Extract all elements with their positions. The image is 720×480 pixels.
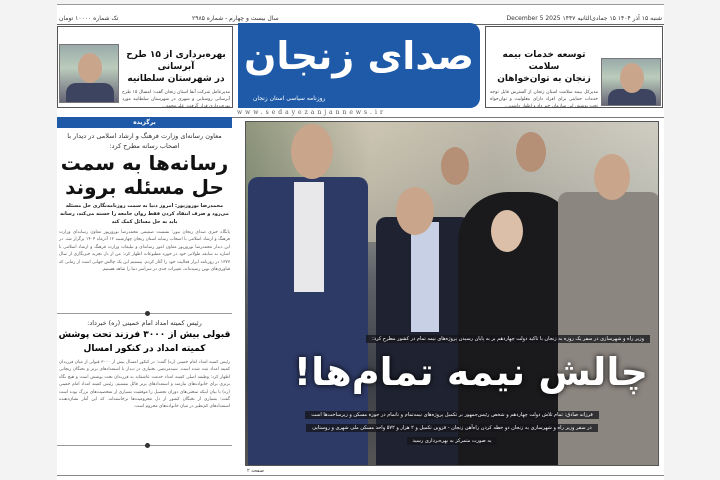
featured-band: برگزیده [57, 117, 232, 128]
page-number: صفحه ۲ [247, 468, 264, 474]
newspaper-logo [238, 23, 480, 108]
teaser-left[interactable] [57, 26, 233, 108]
logo-text: صدای زنجان [244, 34, 474, 78]
photo-caption: وزیر راه و شهرسازی در سفر یک روزه به زنجان با تاکید دولت چهاردهم بر به پایان رسیدن پروژه‌های نیمه تمام در کشور مطرح کرد: [246, 336, 658, 342]
newspaper-page [57, 4, 664, 480]
teaser-left-title: بهره‌برداری از ۱۵ طرح آبرسانی در شهرستان سلطانیه [126, 50, 226, 84]
story2-headline: قبولی بیش از ۳۰۰۰ فرزند تحت پوشش کمیته امداد در کنکور امسال [58, 330, 231, 354]
main-story-photo[interactable] [245, 121, 659, 466]
teaser-right-body: مدیرکل بیمه سلامت استان زنجان از گسترش قابل توجه خدمات حمایتی برای افراد دارای معلولیت و توان‌خواه تحت پوشش این سازمان خبر داد و اظهار داشت... [490, 90, 598, 109]
price: تک شماره ۱۰۰۰۰ تومان [59, 15, 119, 22]
divider [57, 445, 232, 446]
story1-headline: رسانه‌ها به سمت حل مسئله بروند [60, 151, 229, 199]
story-media[interactable] [57, 131, 232, 309]
story-imdad[interactable] [57, 318, 232, 441]
date: شنبه ۱۵ آذر ۱۴۰۴ ۱۵ جمادی‌الثانیه ۱۴۴۷ 2025 December 5 [506, 15, 662, 22]
main-lead-1: فرزانه صادق: تمام تلاش دولت چهاردهم و شخص رئیس‌جمهور بر تکمیل پروژه‌های نیمه‌تمام و ناتمام در حوزه مسکن و زیرساخت‌ها است [246, 412, 658, 418]
issue-number: سال بیست و چهارم - شماره ۲۹۸۵ [192, 15, 279, 22]
teaser-right-photo [601, 58, 661, 106]
story1-kicker: معاون رسانه‌ای وزارت فرهنگ و ارشاد اسلامی در دیدار با اصحاب رسانه مطرح کرد: [67, 132, 222, 150]
left-column [57, 117, 232, 469]
main-lead-2: در سفر وزیر راه و شهرسازی به زنجان دو خطه کردن راه‌آهن زنجان - قزوین تکمیل و ۲ هزار و ۵۷۲ واحد مسکن ملی شهری و روستایی [246, 425, 658, 431]
teaser-left-photo [59, 44, 119, 103]
divider [57, 313, 232, 314]
teaser-left-body: مدیرعامل شرکت آبفا استان زنجان گفت: امسال ۱۵ طرح آبرسانی روستایی و شهری در شهرستان سلطانیه مورد بهره‌برداری قرار گرفت. علی‌محمد... [122, 90, 230, 109]
teaser-right[interactable] [485, 26, 663, 108]
story1-body: پایگاه خبری صدای زنجان نیوز: نشست صمیمی محمدرضا نوروزپور معاون رسانه‌ای وزارت فرهنگ و ارشاد اسلامی با اصحاب رسانه استان زنجان چهارشنبه ۱۲ آذرماه ۱۴۰۴ برگزار شد. در این دیدار محمدرضا نوروزپور معاون امور رسانه‌ای و تبلیغات وزارت فرهنگ و ارشاد اسلامی با اشاره به سابقه طولانی خود در حوزه مطبوعات اظهار کرد: من از دل تجربه خبرنگاری از سال ۱۳۷۷ در روزنامه ابرار فعالیت خود را آغاز کردم. نیستیم این یک چالش جهانی است از زمانی که فناوری‌های نوین رسیده‌اند، تغییرات جدی در سراسر دنیا را شاهد هستیم. [59, 230, 230, 273]
main-headline: چالش نیمه تمام‌ها! [293, 350, 648, 394]
logo-subtitle: روزنامه سیاسی استان زنجان [253, 95, 326, 102]
teaser-right-title: توسعه خدمات بیمه سلامت زنجان به توان‌خواهان [497, 50, 591, 84]
website-url[interactable]: www.sedayezanjannews.ir [237, 109, 386, 116]
story1-subhead: محمدرضا نوروزپور: امروز دنیا به سمت روزنامه‌نگاری حل مسئله می‌رود و صرف انتقاد کردن فقط روان جامعه را خسته می‌کند، رسانه باید به حل مسائل کمک کند [60, 203, 229, 225]
main-lead-3: به صورت متمرکز به بهره‌برداری رسید [246, 438, 658, 444]
story2-body: رئیس کمیته امداد امام خمینی (ره) گفت: در کنکور امسال بیش از ۳۰۰۰ قبولی از میان فرزندان کمیته امداد ثبت شده است. سیدمرتضی بختیاری در دیدار با استعدادهای برتر و نخبگان زنجانی اظهار کرد: وظیفه اصلی کمیته امداد خدمت عاشقانه به فرزندان تحت پوشش است و هیچ نگاه برتری برای خانواده‌های نیازمند و استعدادهای برتر قائل نیستیم. رئیس کمیته امداد امام خمینی (ره) با بیان اینکه سختی‌های دوران تحصیل را موفقیت بسیاری از شخصیت‌های بزرگ بوده است گفت: بسیاری از نخبگان کشور از دل محرومیت‌ها برخاسته‌اند. که این آمار نشان‌دهنده استعدادهای کم‌نظیر در میان خانواده‌های محروم است. [59, 360, 230, 410]
story2-kicker: رئیس کمیته امداد امام خمینی (ره) خبرداد: [87, 319, 202, 327]
